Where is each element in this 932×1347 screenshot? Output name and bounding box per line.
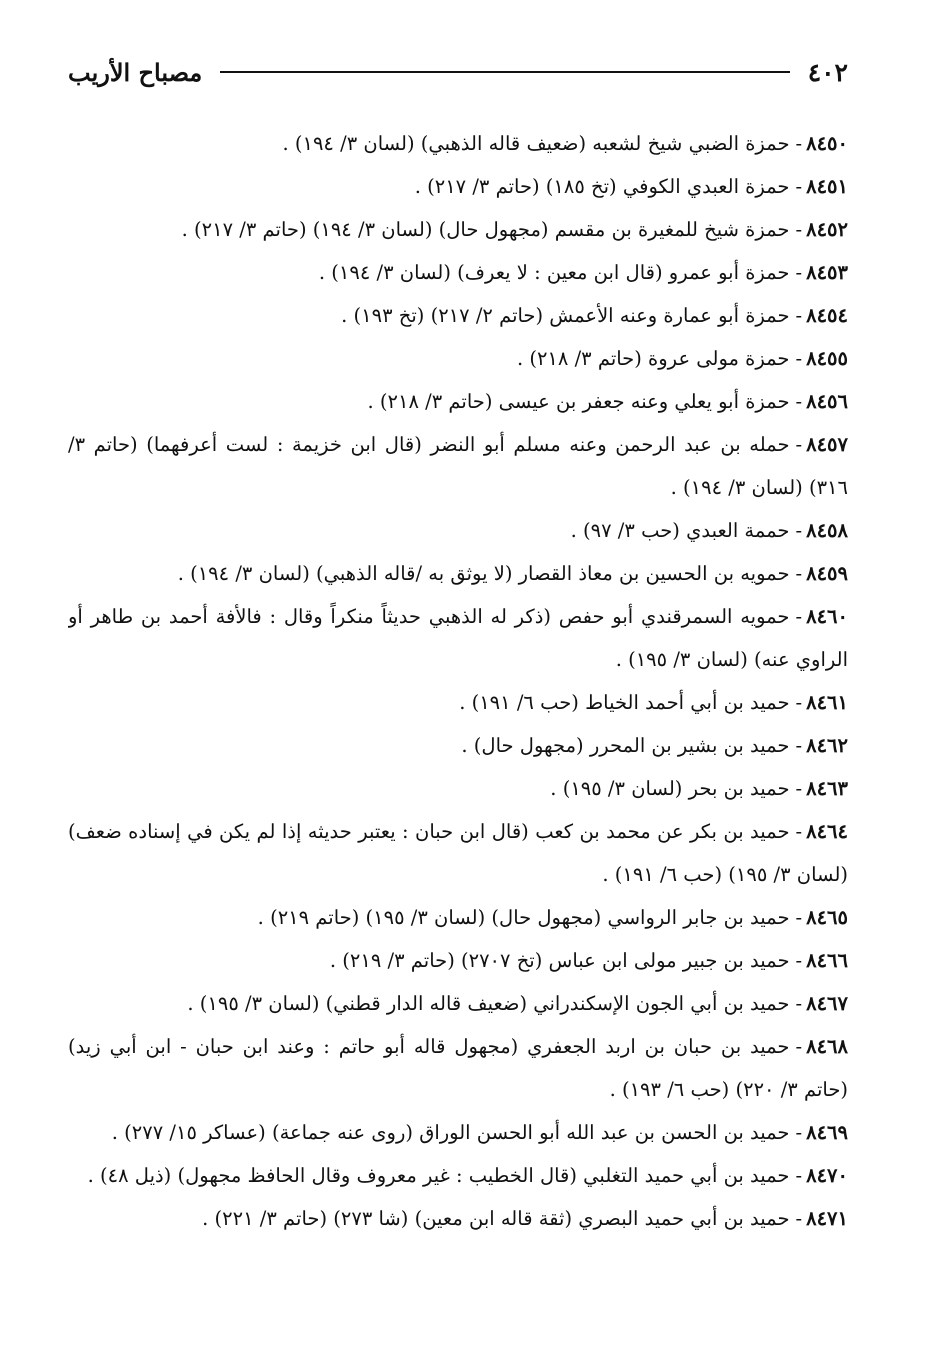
entry-text: حميد بن جبير مولى ابن عباس (تخ ٢٧٠٧) (حاتم ٣/ ٢١٩) . [329,949,790,972]
entry-dash: - [795,1121,803,1144]
entry-number: ٨٤٦٢ [806,734,848,757]
entry-dash: - [795,132,803,155]
entry-dash: - [795,175,803,198]
entry-text: حمزة أبو عمارة وعنه الأعمش (حاتم ٢/ ٢١٧) (تخ ١٩٣) . [341,304,790,327]
entry-dash: - [795,304,803,327]
entry-8464 [68,810,848,896]
entry-text: حمزة مولى عروة (حاتم ٣/ ٢١٨) . [516,347,790,370]
entry-number: ٨٤٧١ [806,1207,848,1230]
entry-number: ٨٤٥٣ [806,261,848,284]
entry-text: حمله بن عبد الرحمن وعنه مسلم أبو النضر (قال ابن خزيمة : لست أعرفهما) (حاتم ٣/ ٣١٦) (لسان ٣/ ١٩٤) . [68,433,848,499]
entry-8456 [68,380,848,423]
entry-number: ٨٤٦٧ [806,992,848,1015]
entry-number: ٨٤٥٢ [806,218,848,241]
entry-number: ٨٤٥٨ [806,519,848,542]
page-header [68,52,848,92]
entry-8469 [68,1111,848,1154]
entry-dash: - [795,992,803,1015]
entry-8459 [68,552,848,595]
entry-8458 [68,509,848,552]
entry-8470 [68,1154,848,1197]
entry-text: حمويه بن الحسين بن معاذ القصار (لا يوثق به /قاله الذهبي) (لسان ٣/ ١٩٤) . [177,562,790,585]
entry-dash: - [795,390,803,413]
entry-8461 [68,681,848,724]
entry-8451 [68,165,848,208]
entry-number: ٨٤٦٥ [806,906,848,929]
entry-number: ٨٤٦٠ [806,605,848,628]
entry-number: ٨٤٦٤ [806,820,848,843]
entry-8460 [68,595,848,681]
entry-number: ٨٤٥٧ [806,433,848,456]
page-number: ٤٠٢ [807,57,848,87]
entry-8467 [68,982,848,1025]
entry-dash: - [795,347,803,370]
entry-text: حميد بن بشير بن المحرر (مجهول حال) . [461,734,790,757]
entry-dash: - [795,519,803,542]
entry-number: ٨٤٦٨ [806,1035,848,1058]
entry-8452 [68,208,848,251]
entry-number: ٨٤٦٩ [806,1121,848,1144]
entry-8450 [68,122,848,165]
entry-dash: - [795,734,803,757]
entry-dash: - [795,1207,803,1230]
entry-number: ٨٤٦٦ [806,949,848,972]
book-title: مصباح الأريب [68,57,203,87]
entry-text: حميد بن أبي حميد التغلبي (قال الخطيب : غير معروف وقال الحافظ مجهول) (ذيل ٤٨) . [87,1164,790,1187]
entry-text: حميد بن بكر عن محمد بن كعب (قال ابن حبان : يعتبر حديثه إذا لم يكن في إسناده ضعف) (لسان ٣/ ١٩٥) (حب ٦/ ١٩١) . [68,820,848,886]
entry-text: حميد بن أبي حميد البصري (ثقة قاله ابن معين) (شا ٢٧٣) (حاتم ٣/ ٢٢١) . [202,1207,790,1230]
entry-text: حمزة أبو يعلي وعنه جعفر بن عيسى (حاتم ٣/ ٢١٨) . [367,390,790,413]
entry-number: ٨٤٥٦ [806,390,848,413]
entry-text: حميد بن بحر (لسان ٣/ ١٩٥) . [550,777,790,800]
entry-dash: - [795,261,803,284]
entry-dash: - [795,1164,803,1187]
entry-text: حميد بن الحسن بن عبد الله أبو الحسن الوراق (روى عنه جماعة) (عساكر ١٥/ ٢٧٧) . [111,1121,790,1144]
entry-text: حمزة أبو عمرو (قال ابن معين : لا يعرف) (لسان ٣/ ١٩٤) . [318,261,790,284]
entry-number: ٨٤٦٣ [806,777,848,800]
entry-text: حمويه السمرقندي أبو حفص (ذكر له الذهبي حديثاً منكراً وقال : فالأفة أحمد بن طاهر أو الراوي عنه) (لسان ٣/ ١٩٥) . [68,605,848,671]
entry-text: حميد بن جابر الرواسي (مجهول حال) (لسان ٣/ ١٩٥) (حاتم ٢١٩) . [257,906,790,929]
entry-text: حمزة شيخ للمغيرة بن مقسم (مجهول حال) (لسان ٣/ ١٩٤) (حاتم ٣/ ٢١٧) . [181,218,790,241]
entry-dash: - [795,562,803,585]
entry-number: ٨٤٥٤ [806,304,848,327]
entry-dash: - [795,949,803,972]
entry-8453 [68,251,848,294]
entry-dash: - [795,820,803,843]
entry-number: ٨٤٥٩ [806,562,848,585]
entry-8457 [68,423,848,509]
entry-dash: - [795,906,803,929]
entry-number: ٨٤٥٥ [806,347,848,370]
entry-dash: - [795,1035,803,1058]
entry-number: ٨٤٦١ [806,691,848,714]
entry-text: حميد بن أبي الجون الإسكندراني (ضعيف قاله الدار قطني) (لسان ٣/ ١٩٥) . [187,992,790,1015]
entry-8462 [68,724,848,767]
entry-8454 [68,294,848,337]
entry-dash: - [795,777,803,800]
entry-8468 [68,1025,848,1111]
entry-8465 [68,896,848,939]
entry-dash: - [795,691,803,714]
entry-text: حميد بن أبي أحمد الخياط (حب ٦/ ١٩١) . [459,691,790,714]
entry-8466 [68,939,848,982]
entry-8471 [68,1197,848,1240]
entry-list [68,122,848,1240]
entry-8463 [68,767,848,810]
entry-dash: - [795,218,803,241]
entry-text: حميد بن حبان بن اربد الجعفري (مجهول قاله أبو حاتم : وعند ابن حبان - ابن أبي زيد) (حاتم ٣/ ٢٢٠) (حب ٦/ ١٩٣) . [68,1035,848,1101]
entry-text: حممة العبدي (حب ٣/ ٩٧) . [570,519,790,542]
entry-text: حمزة العبدي الكوفي (تخ ١٨٥) (حاتم ٣/ ٢١٧) . [414,175,790,198]
entry-dash: - [795,605,803,628]
entry-8455 [68,337,848,380]
entry-number: ٨٤٥١ [806,175,848,198]
entry-text: حمزة الضبي شيخ لشعبه (ضعيف قاله الذهبي) (لسان ٣/ ١٩٤) . [282,132,790,155]
entry-number: ٨٤٧٠ [806,1164,848,1187]
entry-number: ٨٤٥٠ [806,132,848,155]
header-rule [220,71,789,73]
entry-dash: - [795,433,803,456]
